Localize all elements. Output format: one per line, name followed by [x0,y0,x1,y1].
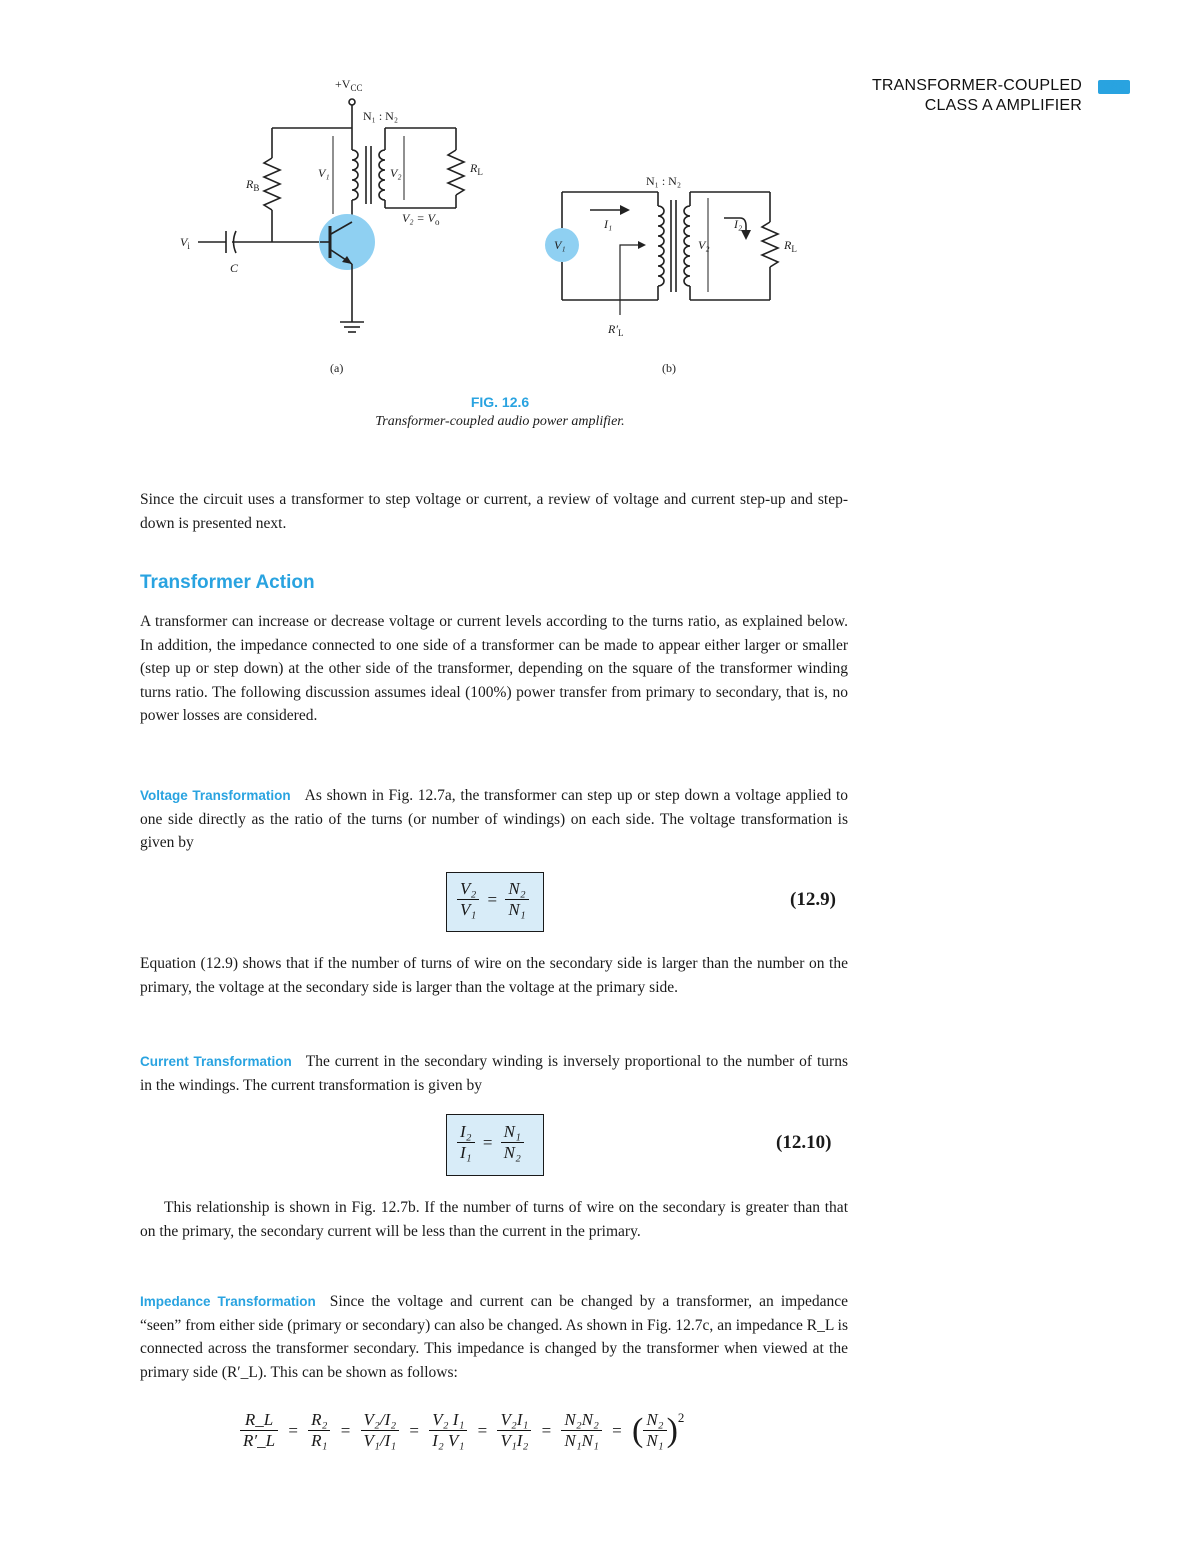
figure-title: Transformer-coupled audio power amplifier. [375,414,625,429]
eq-12-10-left: $\frac{\text{I₂}}{\text{I₁}}$ [457,1122,475,1163]
i2-label: I₂ [734,217,743,231]
current-paragraph [140,1050,848,1097]
v2-label-b: V₂ [698,238,710,252]
rl-label-b: $R_L$ [784,238,797,254]
v1-label-b: V₁ [554,238,566,252]
imp-term-1: $\frac{R\_L}{R'\_L}$ [240,1410,278,1451]
imp-term-4: $\frac{\text{V₂ I₁}}{\text{I₂ V₁}}$ [429,1410,467,1451]
figure-caption [300,394,700,430]
voltage-heading: Voltage Transformation [140,788,291,803]
v2-vo-label: $V_2 = V_o$ [402,211,440,227]
eq-number-12-9: (12.9) [790,889,836,910]
impedance-equation: $\frac{R\_L}{R'\_L}$ = $\frac{\text{R₂}}{\text{R₁}}$ = $\frac{\text{V₂/I₂}}{\text{V₁/I₁}}$ = $\frac{\text{V₂ I₁}}{\text{I₂ V₁}}$ = $\frac{\text{V₂I₁}}{\text{V₁I₂}}$ = $\frac{\text{N₂N₂}}{\text{N₁N₁}}$ = ( $\frac{\text{N₂}}{\text{N₁}}$ )$^2$ [240,1410,684,1451]
imp-term-7: $\frac{\text{N₂}}{\text{N₁}}$ [643,1410,666,1451]
imp-term-6: $\frac{\text{N₂N₂}}{\text{N₁N₁}}$ [561,1410,602,1451]
rl-label-a: $R_L$ [470,161,483,177]
eq-12-10-right: $\frac{\text{N₁}}{\text{N₂}}$ [501,1122,524,1163]
section-paragraph: A transformer can increase or decrease voltage or current levels according to the turns ratio, as explained below. In addition, the impedance connected to one side of a transformer can be made to appear either larger or smaller (step up or step down) at the other side of the transformer, depending on the square of the transformer winding turns ratio. The following discussion assumes ideal (100%) power transfer from primary to secondary, that is, no power losses are considered. [140,613,848,724]
header-line-1: TRANSFORMER-COUPLED [871,77,1082,94]
secondary-coil-b [684,206,690,286]
primary-coil-a [352,150,358,200]
rb-resistor [264,158,280,210]
header-line-2: CLASS A AMPLIFIER [924,97,1082,114]
imp-exponent: 2 [677,1410,685,1425]
c-label: C [230,261,239,275]
equation-12-9-box: $\frac{\text{V₂}}{\text{V₁}}$ = $\frac{\text{N₂}}{\text{N₁}}$ [446,872,544,932]
imp-term-5: $\frac{\text{V₂I₁}}{\text{V₁I₂}}$ [497,1410,531,1451]
current-text: The current in the secondary winding is inversely proportional to the number of turns in the windings. The current transformation is given by [140,1053,848,1094]
v1-label-a: V₁ [318,166,330,180]
voltage-after-paragraph: Equation (12.9) shows that if the number of turns of wire on the secondary side is larger than the number on the primary, the voltage at the secondary side is larger than the voltage at the primary side. [140,955,848,996]
current-heading: Current Transformation [140,1054,292,1069]
rl-prime-label: $R'_L$ [608,322,624,338]
rl-resistor-b [762,222,778,267]
current-after-paragraph: This relationship is shown in Fig. 12.7b. If the number of turns of wire on the secondary is greater than that on the primary, the secondary current will be less than the current in the primary. [140,1199,848,1240]
eq-number-12-10: (12.10) [776,1132,832,1153]
section-heading: Transformer Action [140,572,315,593]
rl-resistor-a [448,150,464,195]
impedance-paragraph [140,1290,848,1384]
vi-label: $V_i$ [180,235,190,251]
primary-coil-b [658,206,664,286]
v2-label-a: V₂ [390,166,402,180]
secondary-coil-a [379,150,385,200]
impedance-text: Since the voltage and current can be changed by a transformer, an impedance “seen” from either side (primary or secondary) can also be changed. As shown in Fig. 12.7c, an impedance R_L is connected across the transformer secondary. This impedance is changed by the transformer when viewed at the primary side (R′_L). This can be shown as follows: [140,1293,848,1381]
caption-b: (b) [662,361,676,375]
circuit-b [545,192,778,315]
imp-term-2: $\frac{\text{R₂}}{\text{R₁}}$ [308,1410,330,1451]
eq-12-9-right: $\frac{\text{N₂}}{\text{N₁}}$ [505,879,528,920]
vcc-terminal [349,99,355,105]
eq-12-9-left: $\frac{\text{V₂}}{\text{V₁}}$ [457,879,479,920]
voltage-text: As shown in Fig. 12.7a, the transformer can step up or step down a voltage applied to one side directly as the ratio of the turns (or number of windings) on each side. The voltage transformation is given by [140,787,849,851]
i1-label: I₁ [604,217,613,231]
intro-paragraph: Since the circuit uses a transformer to step voltage or current, a review of voltage and current step-up and step-down is presented next. [140,491,848,532]
voltage-paragraph [140,784,848,855]
imp-term-3: $\frac{\text{V₂/I₂}}{\text{V₁/I₁}}$ [361,1410,400,1451]
equation-12-10-box: $\frac{\text{I₂}}{\text{I₁}}$ = $\frac{\text{N₁}}{\text{N₂}}$ [446,1114,544,1176]
rl-prime-pointer [620,245,640,315]
vcc-label: $+V_{CC}$ [335,77,363,93]
turns-label-a: N₁ : N₂ [363,109,399,123]
rb-label: $R_B$ [246,177,260,193]
turns-label-b: N₁ : N₂ [646,174,682,188]
figure-number: FIG. 12.6 [470,394,530,410]
figure-12-6 [0,0,1200,390]
page-number: 589 [1098,80,1130,94]
caption-a: (a) [330,361,344,375]
impedance-heading: Impedance Transformation [140,1294,316,1309]
